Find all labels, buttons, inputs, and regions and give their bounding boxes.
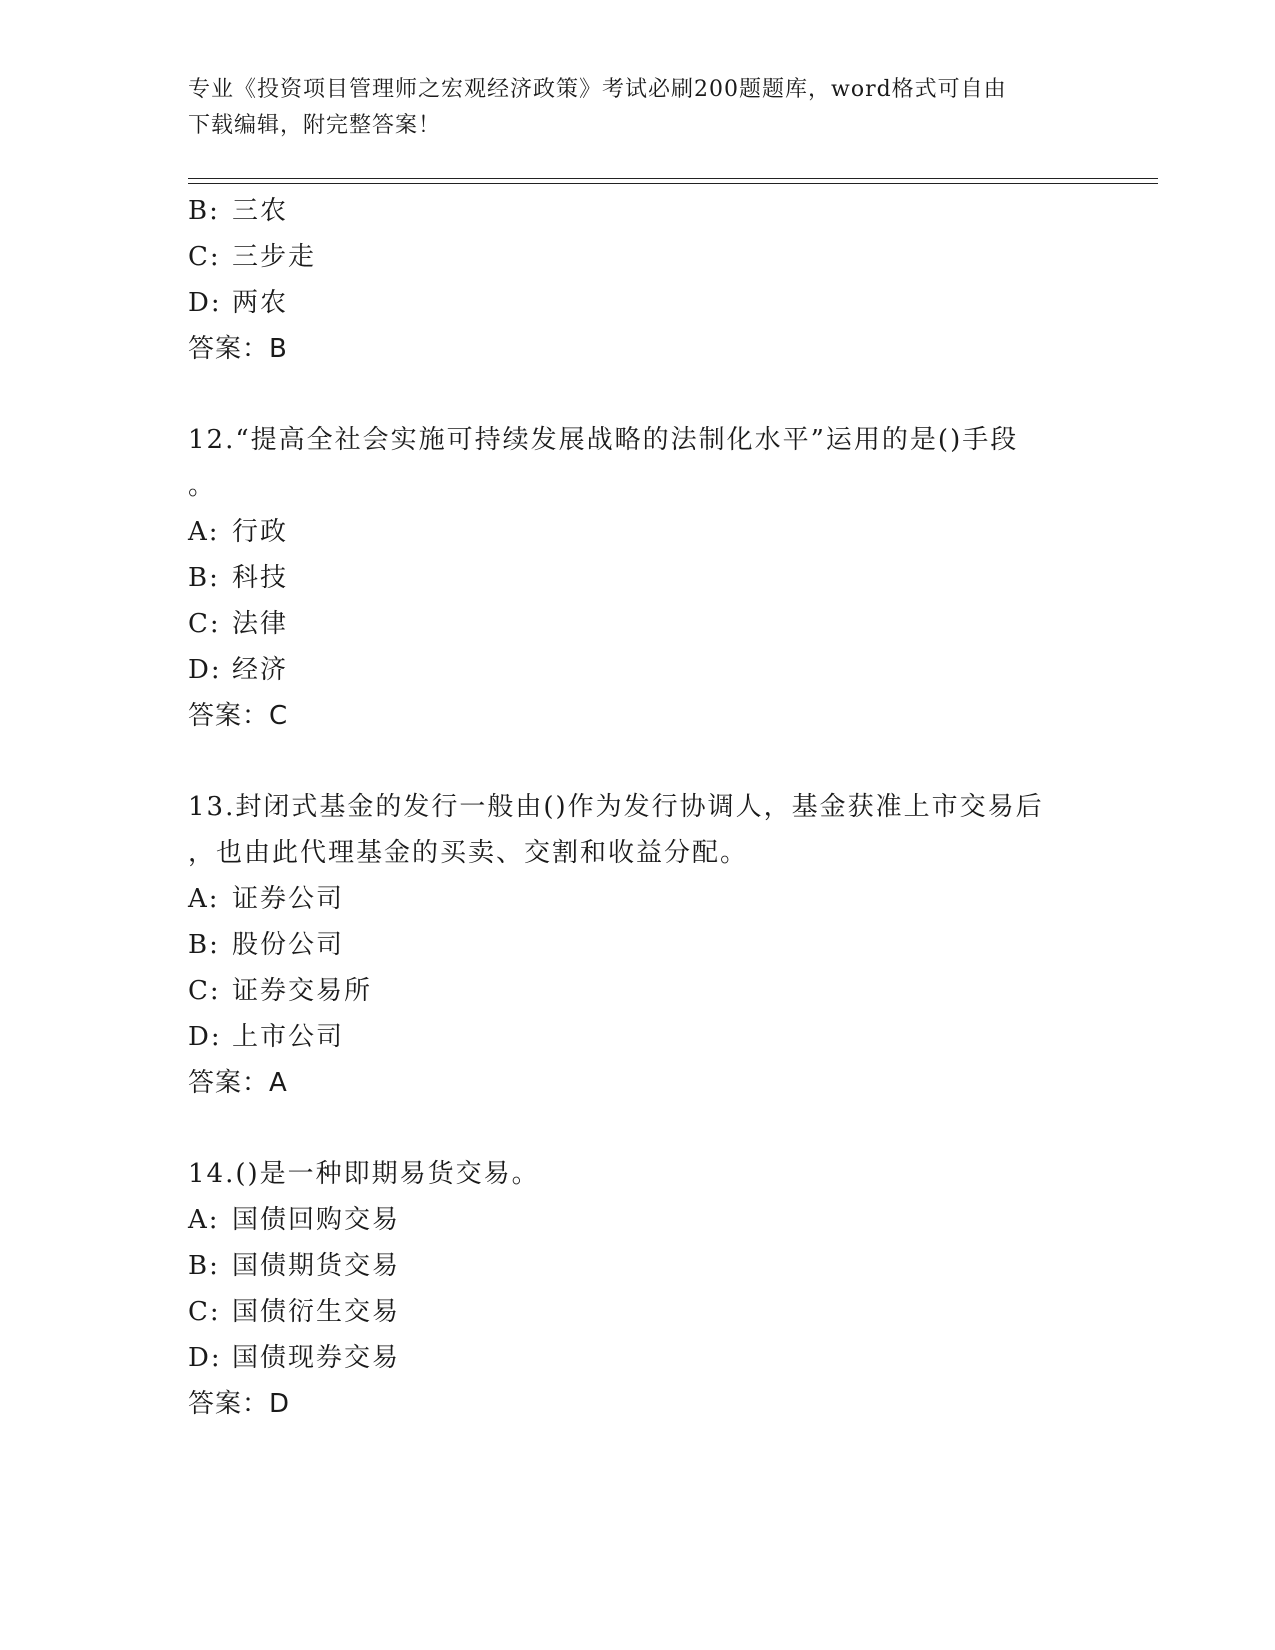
- option-text: 股份公司: [232, 930, 345, 960]
- question-11-partial: [188, 188, 1088, 372]
- option-letter: B:: [188, 563, 220, 593]
- header-title-line-1: 专业《投资项目管理师之宏观经济政策》考试必刷200题题库，word格式可自由: [188, 77, 1007, 102]
- option-letter: D:: [188, 655, 222, 685]
- option-letter: B:: [188, 1251, 220, 1281]
- option-text: 经济: [232, 655, 289, 685]
- option-text: 证券交易所: [232, 976, 373, 1006]
- option-text: 国债现券交易: [232, 1343, 401, 1373]
- answer-line: 答案：B: [188, 334, 288, 364]
- option-letter: D:: [188, 1022, 222, 1052]
- option-a: [188, 509, 1088, 555]
- question-text-line-1: 14.()是一种即期易货交易。: [188, 1159, 540, 1189]
- option-letter: C:: [188, 242, 221, 272]
- option-text: 上市公司: [232, 1022, 345, 1052]
- answer-line: 答案：C: [188, 701, 289, 731]
- option-c: [188, 968, 1088, 1014]
- question-13: [188, 784, 1088, 1106]
- option-text: 法律: [232, 609, 289, 639]
- option-letter: B:: [188, 196, 220, 226]
- option-text: 三农: [232, 196, 289, 226]
- option-b: [188, 922, 1088, 968]
- option-c: [188, 1289, 1088, 1335]
- option-letter: B:: [188, 930, 220, 960]
- option-d: [188, 1335, 1088, 1381]
- option-letter: D:: [188, 288, 222, 318]
- header-title-line-2: 下载编辑，附完整答案！: [188, 113, 442, 138]
- option-b: [188, 1243, 1088, 1289]
- option-text: 证券公司: [232, 884, 345, 914]
- option-letter: C:: [188, 609, 221, 639]
- option-text: 国债回购交易: [232, 1205, 401, 1235]
- header-divider-top: [188, 178, 1158, 179]
- option-letter: D:: [188, 1343, 222, 1373]
- option-b: [188, 188, 1088, 234]
- question-text-line-2: ，也由此代理基金的买卖、交割和收益分配。: [188, 838, 749, 868]
- answer-line: 答案：D: [188, 1389, 291, 1419]
- option-text: 行政: [232, 517, 289, 547]
- option-d: [188, 280, 1088, 326]
- question-14: [188, 1151, 1088, 1427]
- option-c: [188, 234, 1088, 280]
- option-text: 国债期货交易: [232, 1251, 401, 1281]
- question-list: [188, 188, 1088, 1427]
- option-letter: C:: [188, 1297, 221, 1327]
- option-text: 三步走: [232, 242, 317, 272]
- question-12: [188, 417, 1088, 739]
- option-d: [188, 1014, 1088, 1060]
- option-c: [188, 601, 1088, 647]
- option-letter: A:: [188, 1205, 220, 1235]
- option-letter: A:: [188, 884, 220, 914]
- document-header: [188, 72, 1068, 144]
- header-divider-bottom: [188, 183, 1158, 184]
- option-d: [188, 647, 1088, 693]
- answer-line: 答案：A: [188, 1068, 288, 1098]
- option-text: 两农: [232, 288, 289, 318]
- question-text-line-1: 13.封闭式基金的发行一般由()作为发行协调人，基金获准上市交易后: [188, 792, 1044, 822]
- option-letter: A:: [188, 517, 220, 547]
- question-text-line-1: 12.“提高全社会实施可持续发展战略的法制化水平”运用的是()手段: [188, 425, 1019, 455]
- option-letter: C:: [188, 976, 221, 1006]
- option-b: [188, 555, 1088, 601]
- option-a: [188, 1197, 1088, 1243]
- option-text: 国债衍生交易: [232, 1297, 401, 1327]
- option-a: [188, 876, 1088, 922]
- question-text-line-2: 。: [188, 471, 217, 501]
- option-text: 科技: [232, 563, 289, 593]
